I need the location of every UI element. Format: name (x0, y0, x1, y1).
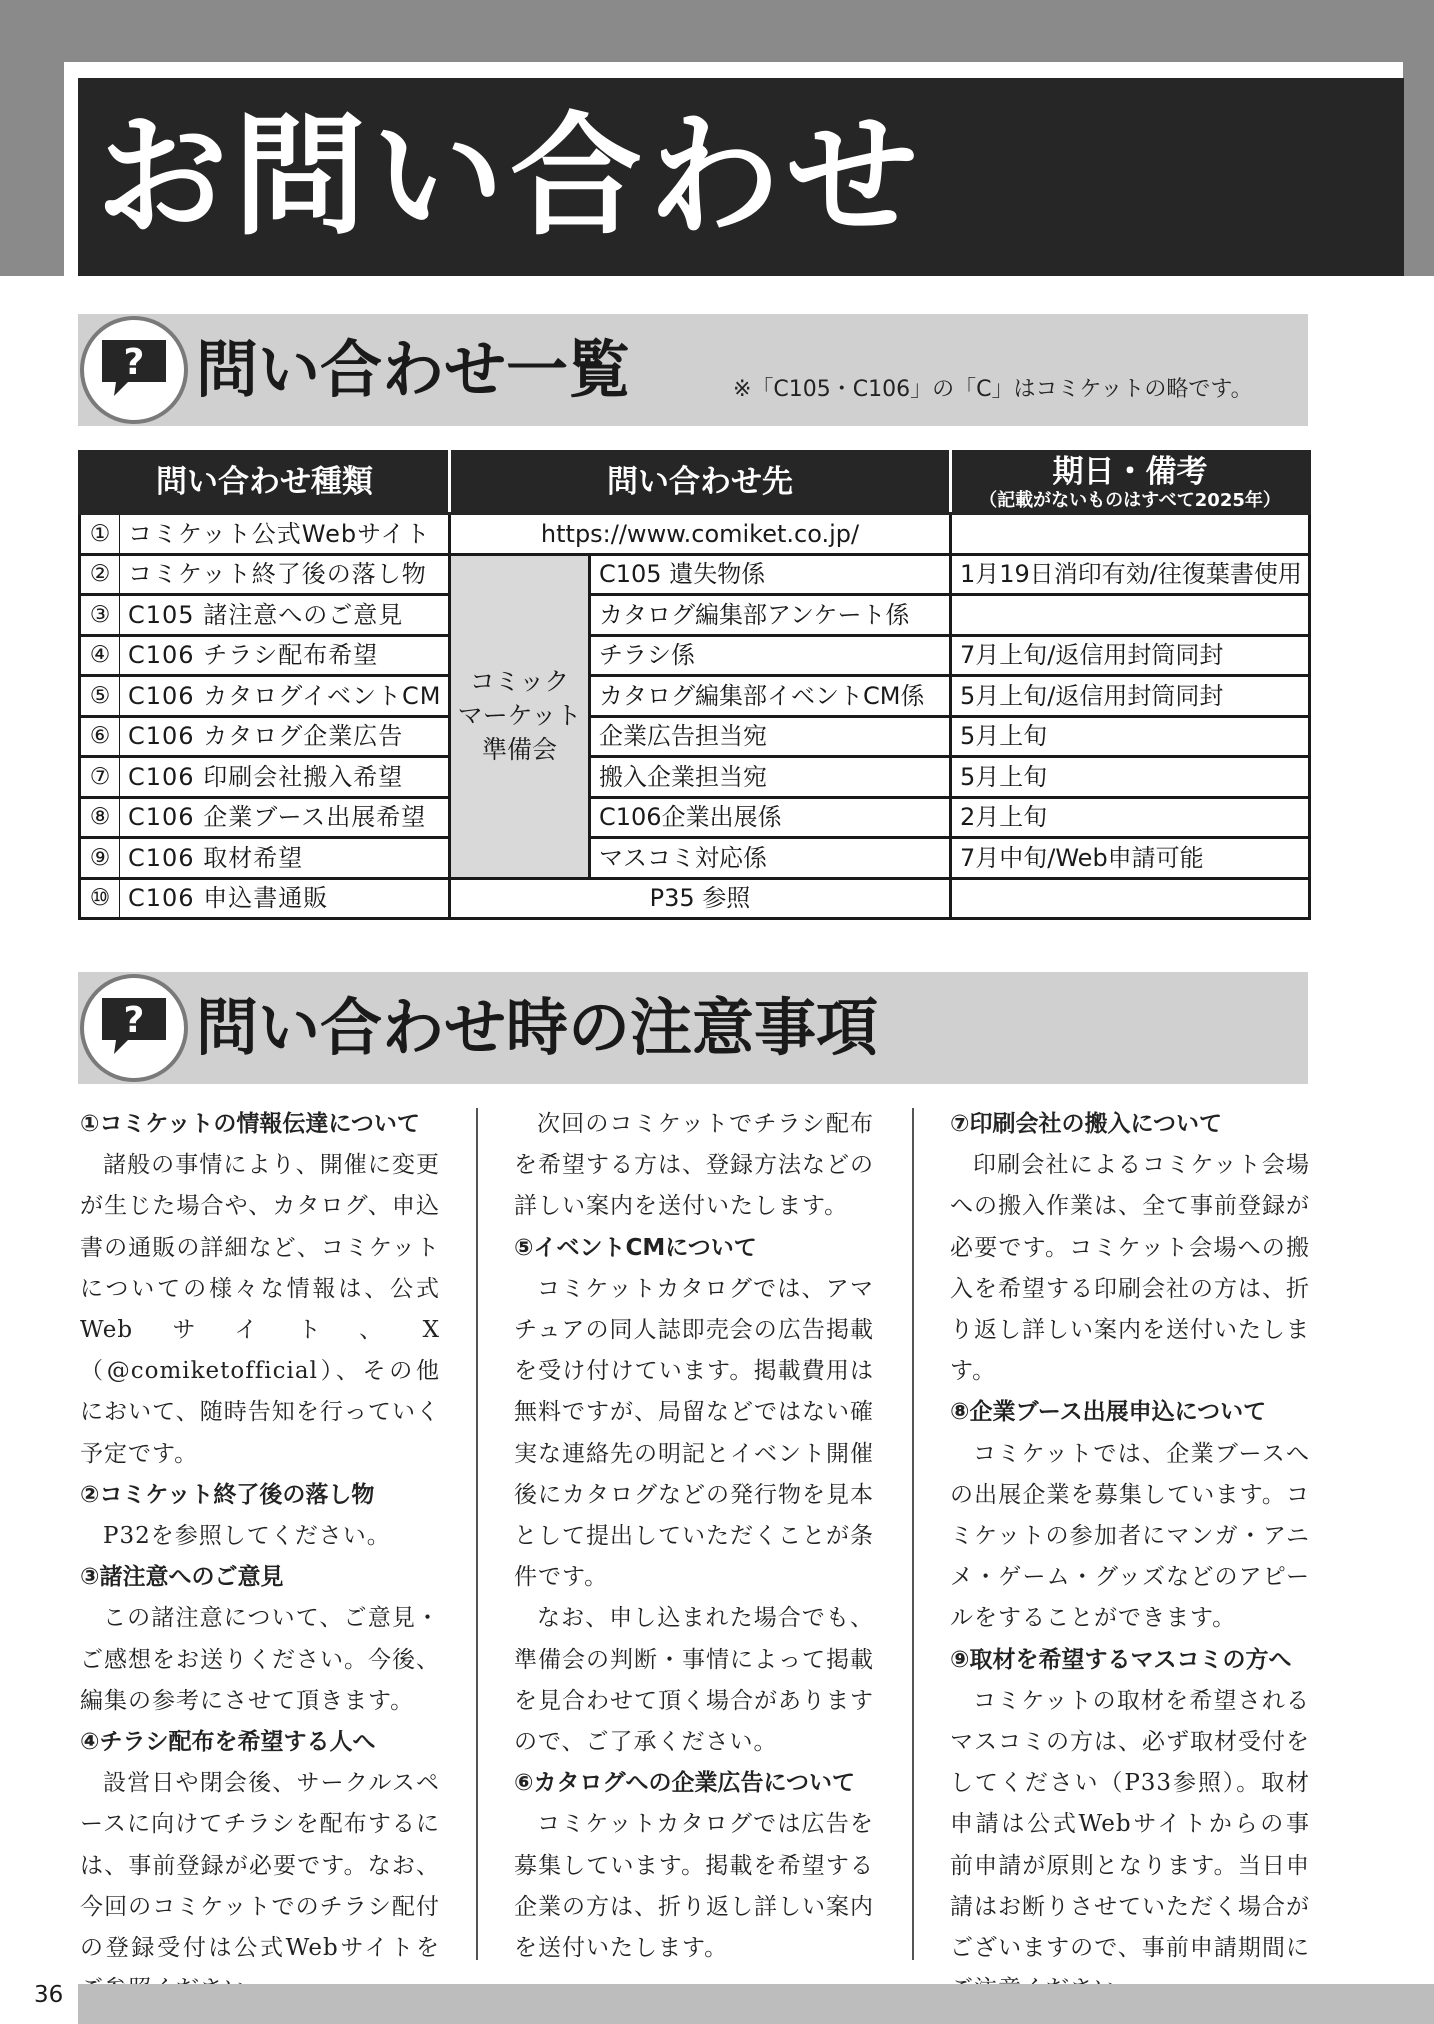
row-destination: 企業広告担当宛 (590, 716, 951, 757)
header-top-band (0, 0, 1434, 62)
table-row (80, 838, 1310, 879)
header-kind: 問い合わせ種類 (80, 452, 450, 514)
table-row (80, 757, 1310, 798)
question-bubble-icon (98, 994, 170, 1058)
row-number: ⑦ (80, 757, 120, 798)
note-heading: ⑤イベントCMについて (514, 1234, 757, 1261)
header-side-band (0, 62, 64, 276)
note-heading: ④チラシ配布を希望する人へ (80, 1729, 376, 1756)
note-body: コミケットカタログでは、アマチュアの同人誌即売会の広告掲載を受け付けています。掲載費用は無料ですが、局留などではない確実な連絡先の明記とイベント開催後にカタログなどの発行物を見本として提出していただくことが条件です。 (514, 1275, 874, 1591)
note-body: 次回のコミケットでチラシ配布を希望する方は、登録方法などの詳しい案内を送付いたします。 (514, 1111, 874, 1220)
svg-text:?: ? (123, 342, 145, 383)
row-number: ④ (80, 635, 120, 676)
note-heading: ②コミケット終了後の落し物 (80, 1481, 375, 1508)
row-number: ⑩ (80, 878, 120, 919)
row-destination: P35 参照 (450, 878, 951, 919)
header-remarks-label: 期日・備考 (1052, 453, 1208, 490)
table-header-row (80, 452, 1310, 514)
row-kind: コミケット終了後の落し物 (120, 554, 450, 595)
row-number: ③ (80, 595, 120, 636)
header-right-band (1403, 62, 1434, 276)
row-kind: C106 カタログイベントCM (120, 676, 450, 717)
note-body: なお、申し込まれた場合でも、準備会の判断・事情によって掲載を見合わせて頂く場合がありますので、ご了承ください。 (514, 1605, 874, 1756)
row-number: ⑥ (80, 716, 120, 757)
row-kind: C106 申込書通販 (120, 878, 450, 919)
note-body: コミケットカタログでは広告を募集しています。掲載を希望する企業の方は、折り返し詳しい案内を送付いたします。 (514, 1811, 874, 1962)
question-bubble-icon (98, 336, 170, 400)
row-destination: 搬入企業担当宛 (590, 757, 951, 798)
row-number: ② (80, 554, 120, 595)
table-row (80, 716, 1310, 757)
note-heading: ⑨取材を希望するマスコミの方へ (950, 1646, 1292, 1673)
section-notes-heading (78, 972, 1308, 1084)
row-remarks (951, 878, 1310, 919)
header-remarks-sub: （記載がないものはすべて2025年） (979, 489, 1281, 511)
row-kind: C106 取材希望 (120, 838, 450, 879)
row-remarks: 5月上旬 (951, 757, 1310, 798)
row-destination: マスコミ対応係 (590, 838, 951, 879)
note-body: この諸注意について、ご意見・ご感想をお送りください。今後、編集の参考にさせて頂きます。 (80, 1605, 440, 1714)
section-title: 問い合わせ時の注意事項 (196, 991, 879, 1064)
inquiry-table (78, 450, 1311, 920)
note-heading: ①コミケットの情報伝達について (80, 1111, 420, 1137)
row-number: ① (80, 514, 120, 555)
row-remarks: 5月上旬 (951, 716, 1310, 757)
column-divider (912, 1108, 914, 1960)
note-body: 設営日や閉会後、サークルスペースに向けてチラシを配布するには、事前登録が必要です。なお、今回のコミケットでのチラシ配付の登録受付は公式Webサイトを (80, 1770, 440, 1962)
table-row (80, 635, 1310, 676)
page-number: 36 (34, 1982, 64, 2008)
org-merged-cell: コミック マーケット 準備会 (450, 554, 590, 878)
row-remarks (951, 595, 1310, 636)
note-body: 印刷会社によるコミケット会場への搬入作業は、全て事前登録が必要です。コミケット会場への搬入を希望する印刷会社の方は、折り返し詳しい案内を送付いたします。 (950, 1152, 1310, 1385)
abbreviation-note: ※「C105・C106」の「C」はコミケットの略です。 (733, 377, 1253, 402)
header-destination: 問い合わせ先 (450, 452, 951, 514)
svg-text:?: ? (123, 1000, 145, 1041)
note-heading: ⑦印刷会社の搬入について (950, 1111, 1223, 1137)
row-kind: C106 カタログ企業広告 (120, 716, 450, 757)
header-remarks (951, 452, 1310, 514)
note-body: コミケットの取材を希望されるマスコミの方は、必ず取材受付をしてください（P33参照）。取材申請は公式Webサイトからの事前申請が原則となります。当日申請はお断りさせていただく場合がございますので、事前申請期間に (950, 1687, 1310, 1962)
footer-band (78, 1984, 1434, 2024)
table-row (80, 595, 1310, 636)
note-body: コミケットでは、企業ブースへの出展企業を募集しています。コミケットの参加者にマンガ・アニメ・ゲーム・グッズなどのアピールをすることができます。 (950, 1440, 1310, 1632)
row-destination: カタログ編集部イベントCM係 (590, 676, 951, 717)
row-remarks: 1月19日消印有効/往復葉書使用 (951, 554, 1310, 595)
row-remarks: 5月上旬/返信用封筒同封 (951, 676, 1310, 717)
table-row (80, 878, 1310, 919)
note-heading: ⑧企業ブース出展申込について (950, 1399, 1267, 1426)
row-destination: チラシ係 (590, 635, 951, 676)
table-row (80, 554, 1310, 595)
row-remarks: 7月上旬/返信用封筒同封 (951, 635, 1310, 676)
note-heading: ⑥カタログへの企業広告について (514, 1770, 856, 1797)
row-number: ⑨ (80, 838, 120, 879)
row-kind: C106 印刷会社搬入希望 (120, 757, 450, 798)
table-row (80, 797, 1310, 838)
row-destination: カタログ編集部アンケート係 (590, 595, 951, 636)
notes-column-3 (950, 1104, 1310, 2010)
row-remarks (951, 514, 1310, 555)
row-remarks: 7月中旬/Web申請可能 (951, 838, 1310, 879)
notes-column-1 (80, 1104, 440, 2010)
note-body: P32を参照してください。 (103, 1523, 391, 1550)
notes-column-2 (514, 1104, 874, 1969)
row-number: ⑤ (80, 676, 120, 717)
row-destination: C106企業出展係 (590, 797, 951, 838)
row-kind: C105 諸注意へのご意見 (120, 595, 450, 636)
column-divider (476, 1108, 478, 1960)
page-title: お問い合わせ (96, 100, 924, 254)
table-row (80, 676, 1310, 717)
note-body: 諸般の事情により、開催に変更が生じた場合や、カタログ、申込書の通販の詳細など、コミケットについての様々な情報は、公式Webサイト、X（@comiketofficial）、その他において、随時告知を行っていく予定です。 (80, 1152, 440, 1467)
row-destination-link[interactable]: https://www.comiket.co.jp/ (450, 514, 951, 555)
table-row (80, 514, 1310, 555)
row-remarks: 2月上旬 (951, 797, 1310, 838)
row-kind: コミケット公式Webサイト (120, 514, 450, 555)
row-number: ⑧ (80, 797, 120, 838)
section-title: 問い合わせ一覧 (196, 333, 631, 406)
section-inquiry-list-heading (78, 314, 1308, 426)
row-kind: C106 チラシ配布希望 (120, 635, 450, 676)
note-heading: ③諸注意へのご意見 (80, 1564, 284, 1591)
row-destination: C105 遺失物係 (590, 554, 951, 595)
row-kind: C106 企業ブース出展希望 (120, 797, 450, 838)
